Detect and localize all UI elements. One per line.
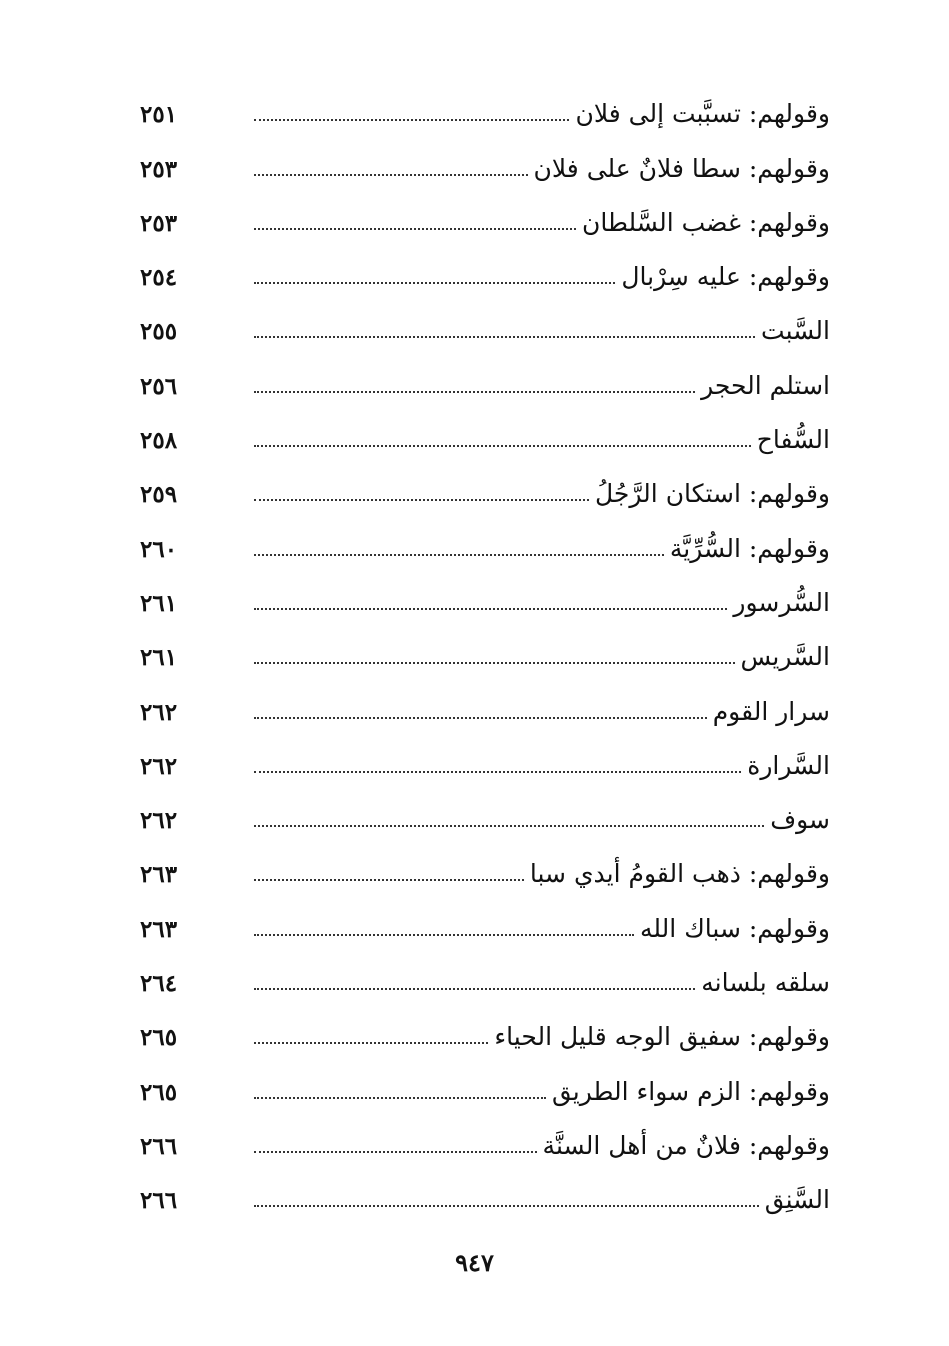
toc-entry (140, 734, 830, 788)
dot-leader (254, 228, 576, 230)
toc-entry-page: ٢٦١ (140, 644, 178, 672)
toc-entry-title: وقولهم: سباك الله (640, 913, 830, 943)
toc-entry (140, 245, 830, 299)
toc-entry-title: السَّبت (761, 316, 830, 346)
toc-entry-title: سرار القوم (712, 696, 830, 726)
dot-leader (254, 336, 755, 338)
toc-entry-title: وقولهم: سطا فلانٌ على فلان (533, 153, 830, 183)
toc-entry (140, 1059, 830, 1113)
toc-entry (140, 82, 830, 136)
toc-entry-title: السُّرسور (733, 587, 830, 617)
toc-entry (140, 299, 830, 353)
toc-entry-page: ٢٦٦ (140, 1132, 178, 1160)
dot-leader (254, 988, 695, 990)
dot-leader (254, 119, 569, 121)
toc-entry-page: ٢٦٢ (140, 807, 178, 835)
dot-leader (254, 445, 751, 447)
toc-entry (140, 1114, 830, 1168)
dot-leader (254, 934, 634, 936)
toc-entry-page: ٢٥٣ (140, 209, 178, 237)
toc-entry-page: ٢٦٣ (140, 861, 178, 889)
toc-entry-page: ٢٥٣ (140, 155, 178, 183)
toc-entry (140, 625, 830, 679)
dot-leader (254, 391, 695, 393)
dot-leader (254, 662, 735, 664)
toc-entry-page: ٢٦٦ (140, 1187, 178, 1215)
toc-entry-page: ٢٥٥ (140, 318, 178, 346)
dot-leader (254, 1205, 759, 1207)
toc-entry-title: وقولهم: تسبَّبت إلى فلان (575, 99, 830, 129)
dot-leader (254, 879, 524, 881)
toc-entry (140, 896, 830, 950)
toc-entry-title: السَّرارة (747, 750, 830, 780)
toc-entry-title: وقولهم: عليه سِرْبال (621, 262, 830, 292)
toc-entry-page: ٢٥٦ (140, 372, 178, 400)
toc-entry-title: استلم الحجر (701, 370, 830, 400)
toc-entry-title: السُّفاح (756, 425, 830, 455)
toc-entry (140, 571, 830, 625)
toc-entry-page: ٢٥١ (140, 101, 178, 129)
dot-leader (254, 282, 615, 284)
dot-leader (254, 825, 764, 827)
dot-leader (254, 1042, 488, 1044)
dot-leader (254, 771, 741, 773)
toc-entry-page: ٢٦١ (140, 589, 178, 617)
toc-entry (140, 951, 830, 1005)
dot-leader (254, 608, 727, 610)
toc-entry-page: ٢٦٠ (140, 535, 178, 563)
dot-leader (254, 717, 707, 719)
dot-leader (254, 1151, 537, 1153)
toc-entry (140, 136, 830, 190)
toc-entry (140, 516, 830, 570)
toc-entry-title: وقولهم: سفيق الوجه قليل الحياء (494, 1022, 830, 1052)
toc-entry-page: ٢٥٨ (140, 427, 178, 455)
toc-entry (140, 679, 830, 733)
toc-entry-title: السَّنِق (764, 1185, 830, 1215)
toc-entry-page: ٢٦٢ (140, 698, 178, 726)
dot-leader (254, 499, 589, 501)
toc-entry (140, 1005, 830, 1059)
toc-entry-title: وقولهم: ذهب القومُ أيدي سبا (529, 859, 830, 889)
dot-leader (254, 1097, 546, 1099)
toc-entry (140, 408, 830, 462)
toc-entry-page: ٢٦٤ (140, 970, 178, 998)
toc-entry-title: وقولهم: غضب السَّلطان (582, 207, 830, 237)
toc-entry-title: سلقه بلسانه (701, 968, 830, 998)
page-number: ٩٤٧ (455, 1248, 494, 1277)
toc-entry (140, 1168, 830, 1222)
dot-leader (254, 554, 664, 556)
toc-entry (140, 353, 830, 407)
toc-entry-page: ٢٥٤ (140, 264, 178, 292)
toc-entry-title: وقولهم: فلانٌ من أهل السنَّة (542, 1130, 830, 1160)
toc-entry-page: ٢٦٢ (140, 752, 178, 780)
toc-entry-title: وقولهم: السُّرِّيَّة (669, 533, 830, 563)
dot-leader (254, 174, 528, 176)
toc-entry (140, 842, 830, 896)
table-of-contents (140, 82, 830, 1222)
toc-entry-page: ٢٦٥ (140, 1078, 178, 1106)
toc-entry (140, 191, 830, 245)
toc-entry-page: ٢٥٩ (140, 481, 178, 509)
toc-entry-title: سوف (770, 805, 830, 835)
toc-entry-page: ٢٦٥ (140, 1024, 178, 1052)
toc-entry-title: وقولهم: استكان الرَّجُلُ (595, 479, 830, 509)
toc-entry-title: السَّريس (740, 642, 830, 672)
toc-entry-title: وقولهم: الزم سواء الطريق (551, 1076, 830, 1106)
toc-entry (140, 462, 830, 516)
toc-entry-page: ٢٦٣ (140, 915, 178, 943)
toc-entry (140, 788, 830, 842)
